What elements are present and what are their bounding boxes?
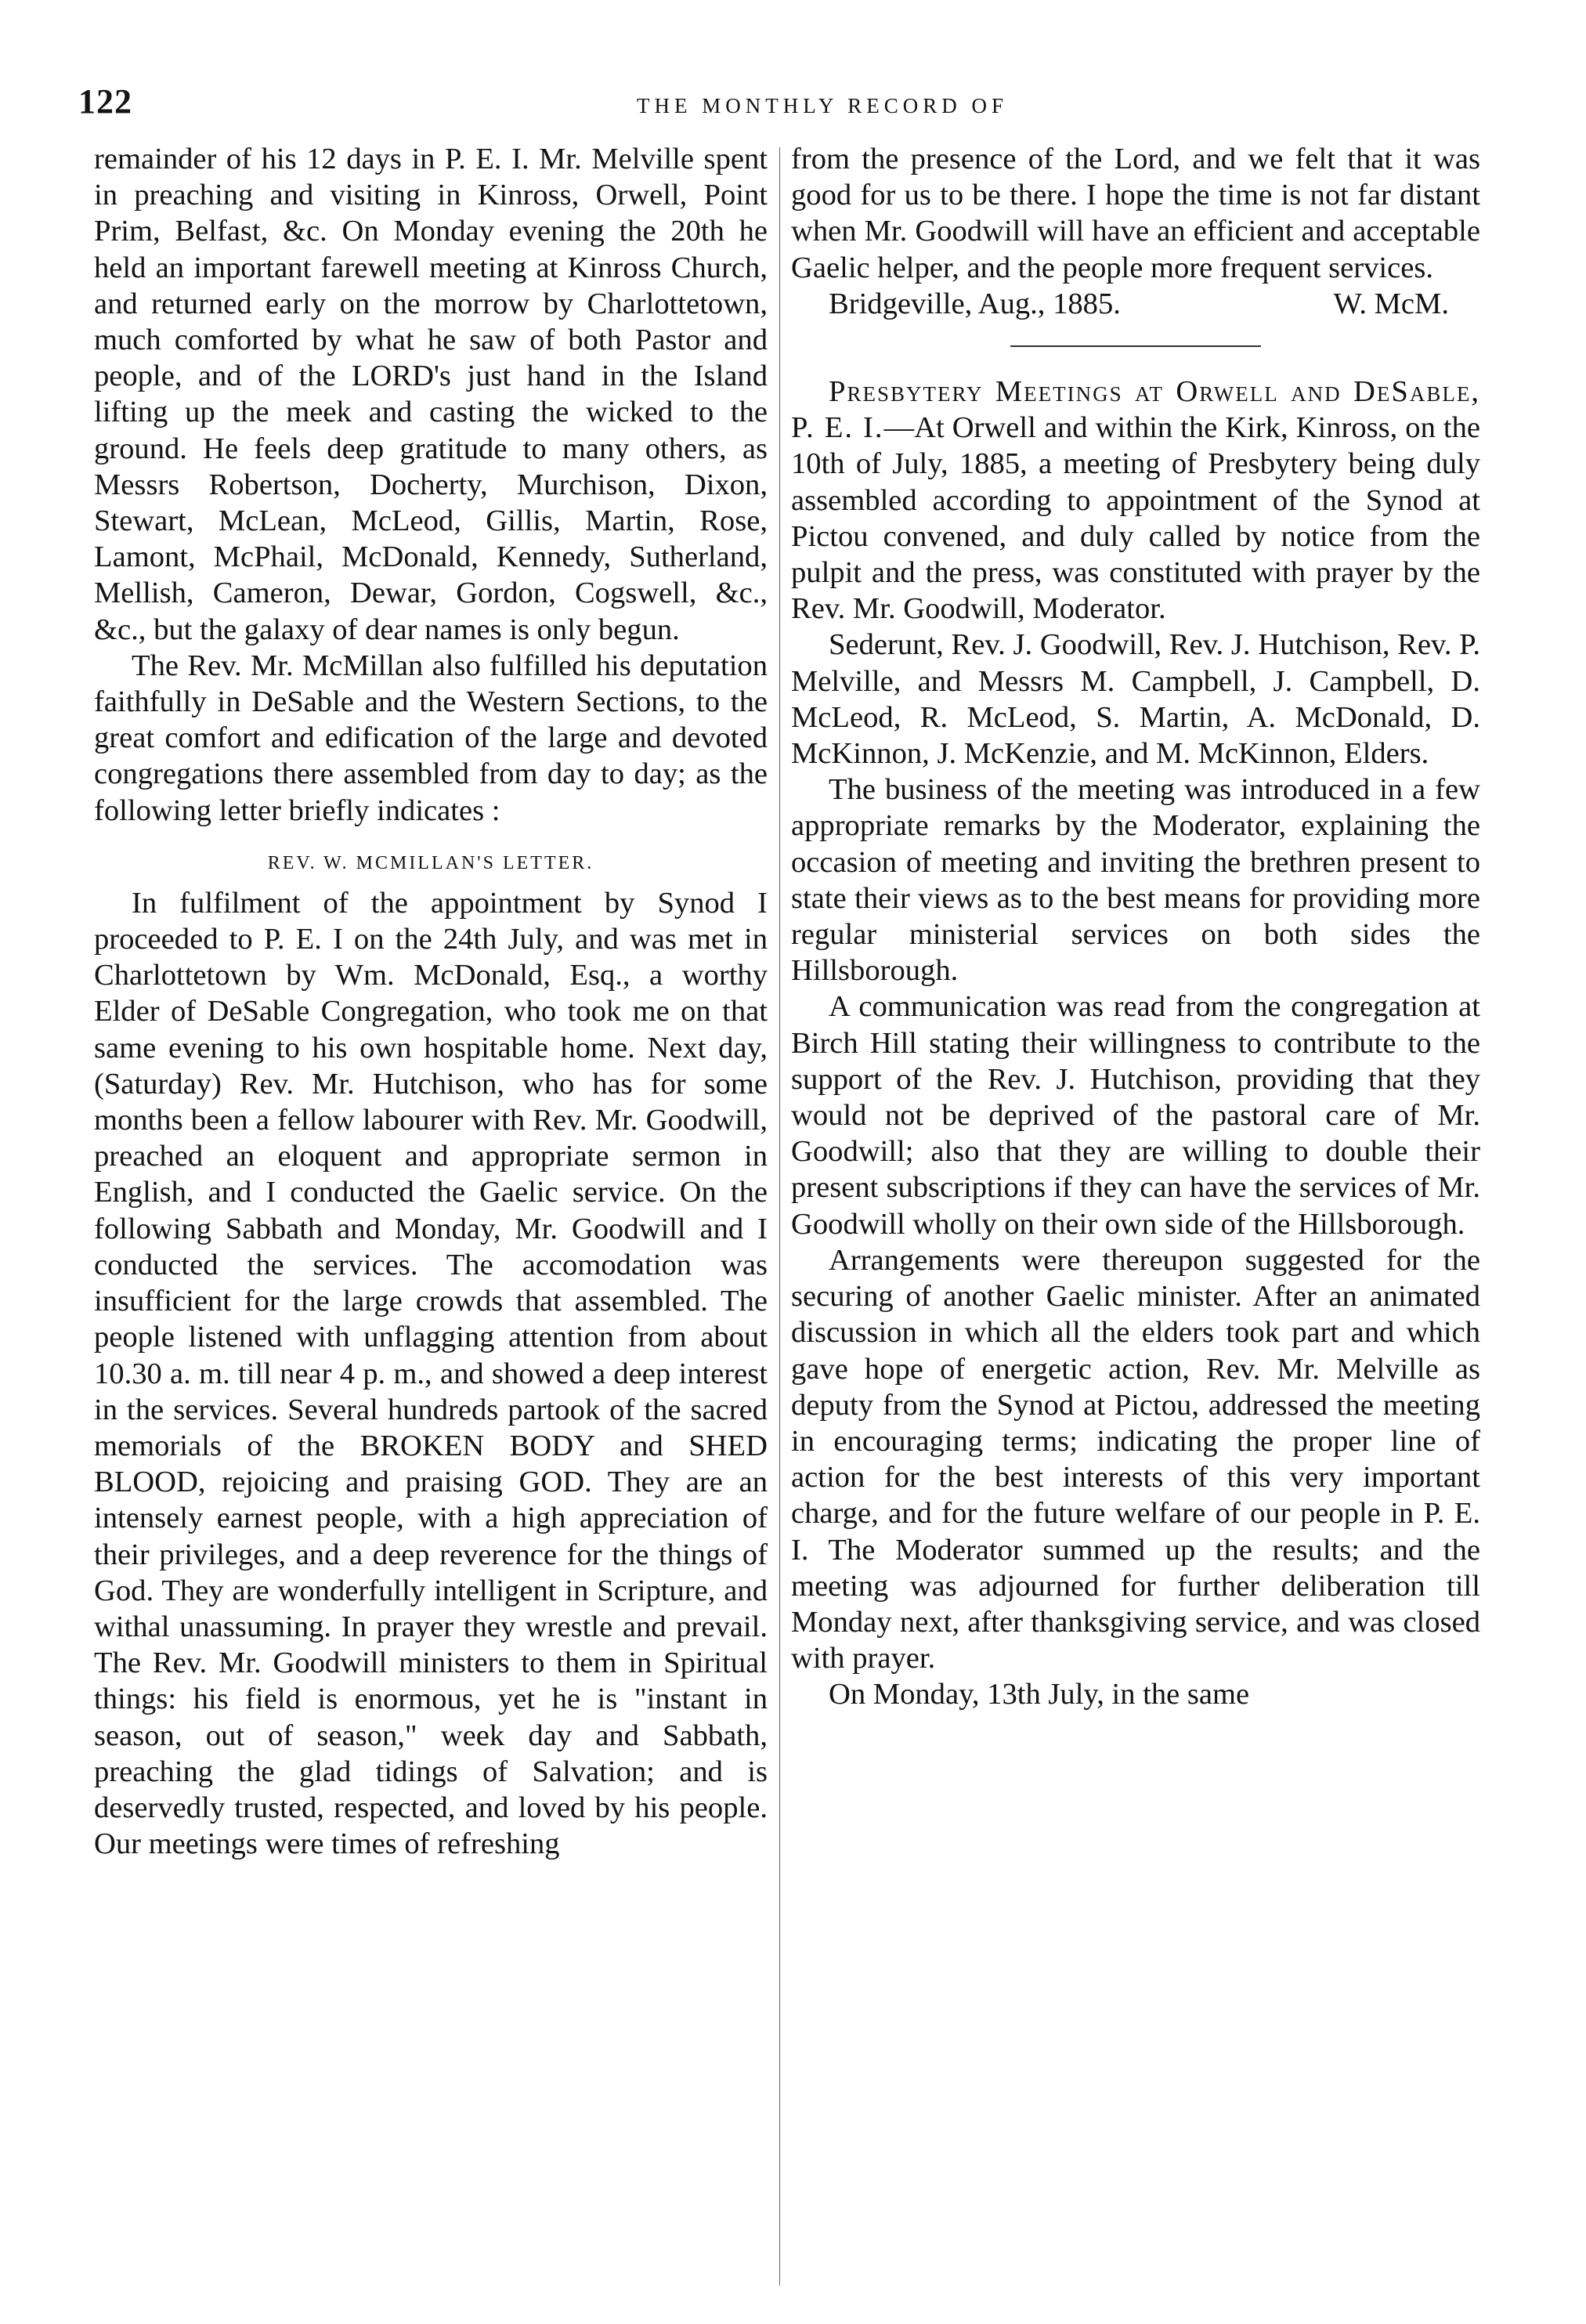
paragraph-text: —At Orwell and within the Kirk, Kinross, on the 10th of July, 1885, a meeting of Presbytery being duly assembled according to appointment of the Synod at Pictou convened, and duly called by notice from the pulpit and the press, was constituted with prayer by the Rev. Mr. Goodwill, Moderator. xyxy=(791,411,1480,626)
paragraph: from the presence of the Lord, and we felt that it was good for us to be there. I hope the time is not far distant when Mr. Goodwill will have an efficient and acceptable Gaelic helper, and the people more frequent services. xyxy=(791,143,1480,284)
section-rule xyxy=(1010,345,1261,347)
paragraph: In fulfilment of the appointment by Synod I proceeded to P. E. I on the 24th July, and was met in Charlottetown by Wm. McDonald, Esq., a worthy Elder of DeSable Congregation, who took me on that same evening to his own hospitable home. Next day, (Saturday) Rev. Mr. Hutchison, who has for some months been a fellow labourer with Rev. Mr. Goodwill, preached an eloquent and appropriate sermon in English, and I conducted the Gaelic service. On the following Sabbath and Monday, Mr. Goodwill and I conducted the services. The accomodation was insufficient for the large crowds that assembled. The people listened with unflagging attention from about 10.30 a. m. till near 4 p. m., and showed a deep interest in the services. Several hundreds partook of the sacred memorials of the BROKEN BODY and SHED BLOOD, rejoicing and praising GOD. They are an intensely earnest people, with a high appreciation of their privileges, and a deep reverence for the things of God. They are wonderfully intelligent in Scripture, and withal unassuming. In prayer they wrestle and prevail. The Rev. Mr. Goodwill ministers to them in Spiritual things: his field is enormous, yet he is "instant in season, out of season," week day and Sabbath, preaching the glad tidings of Salvation; and is deservedly trusted, respected, and loved by his people. Our meetings were times of refreshing xyxy=(94,886,768,1861)
paragraph: remainder of his 12 days in P. E. I. Mr. Melville spent in preaching and visiting in Kinross, Orwell, Point Prim, Belfast, &c. On Monday evening the 20th he held an important farewell meeting at Kinross Church, and returned early on the morrow by Charlottetown, much comforted by what he saw of both Pastor and people, and of the LORD's just hand in the Island lifting up the meek and casting the wicked to the ground. He feels deep gratitude to many others, as Messrs Robertson, Docherty, Murchison, Dixon, Stewart, McLean, McLeod, Gillis, Martin, Rose, Lamont, McPhail, McDonald, Kennedy, Sutherland, Mellish, Cameron, Dewar, Gordon, Cogswell, &c., &c., but the galaxy of dear names is only begun. xyxy=(94,143,768,646)
letter-heading: REV. W. MCMILLAN'S LETTER. xyxy=(267,852,594,873)
paragraph: On Monday, 13th July, in the same xyxy=(829,1678,1250,1711)
paragraph: Sederunt, Rev. J. Goodwill, Rev. J. Hutchison, Rev. P. Melville, and Messrs M. Campbell, J. Campbell, D. McLeod, R. McLeod, S. Martin, A. McDonald, D. McKinnon, J. McKenzie, and M. McKinnon, Elders. xyxy=(791,628,1480,771)
paragraph: A communication was read from the congregation at Birch Hill stating their willingness to contribute to the support of the Rev. J. Hutchison, providing that they would not be deprived of the pastoral care of Mr. Goodwill; also that they are willing to double their present subscriptions if they can have the services of Mr. Goodwill wholly on their own side of the Hillsborough. xyxy=(791,990,1480,1241)
left-column xyxy=(94,141,768,1862)
paragraph: Arrangements were thereupon suggested for the securing of another Gaelic minister. After an animated discussion in which all the elders took part and which gave hope of energetic action, Rev. Mr. Melville as deputy from the Synod at Pictou, addressed the meeting in encouraging terms; indicating the proper line of action for the best interests of this very important charge, and for the future welfare of our people in P. E. I. The Moderator summed up the results; and the meeting was adjourned for further deliberation till Monday next, after thanksgiving service, and was closed with prayer. xyxy=(791,1243,1480,1675)
paragraph: The Rev. Mr. McMillan also fulfilled his deputation faithfully in DeSable and the Western Sections, to the great comfort and edification of the large and devoted congregations there assembled from day to day; as the following letter briefly indicates : xyxy=(94,649,768,827)
signature-place: Bridgeville, Aug., 1885. xyxy=(829,287,1121,320)
column-divider xyxy=(779,147,780,2286)
running-title: THE MONTHLY RECORD OF xyxy=(636,94,1009,117)
paragraph: The business of the meeting was introduced in a few appropriate remarks by the Moderator, explaining the occasion of meeting and inviting the brethren present to state their views as to the best means for providing more regular ministerial services on both sides the Hillsborough. xyxy=(791,773,1480,988)
page-number: 122 xyxy=(78,82,132,121)
signature-name: W. McM. xyxy=(1333,287,1449,320)
letter-signature xyxy=(791,286,1480,322)
right-column xyxy=(791,141,1480,1713)
paragraph xyxy=(791,374,1480,627)
section-title: Presbytery Meetings at Orwell and DeSable, P. E. I. xyxy=(791,375,1480,445)
